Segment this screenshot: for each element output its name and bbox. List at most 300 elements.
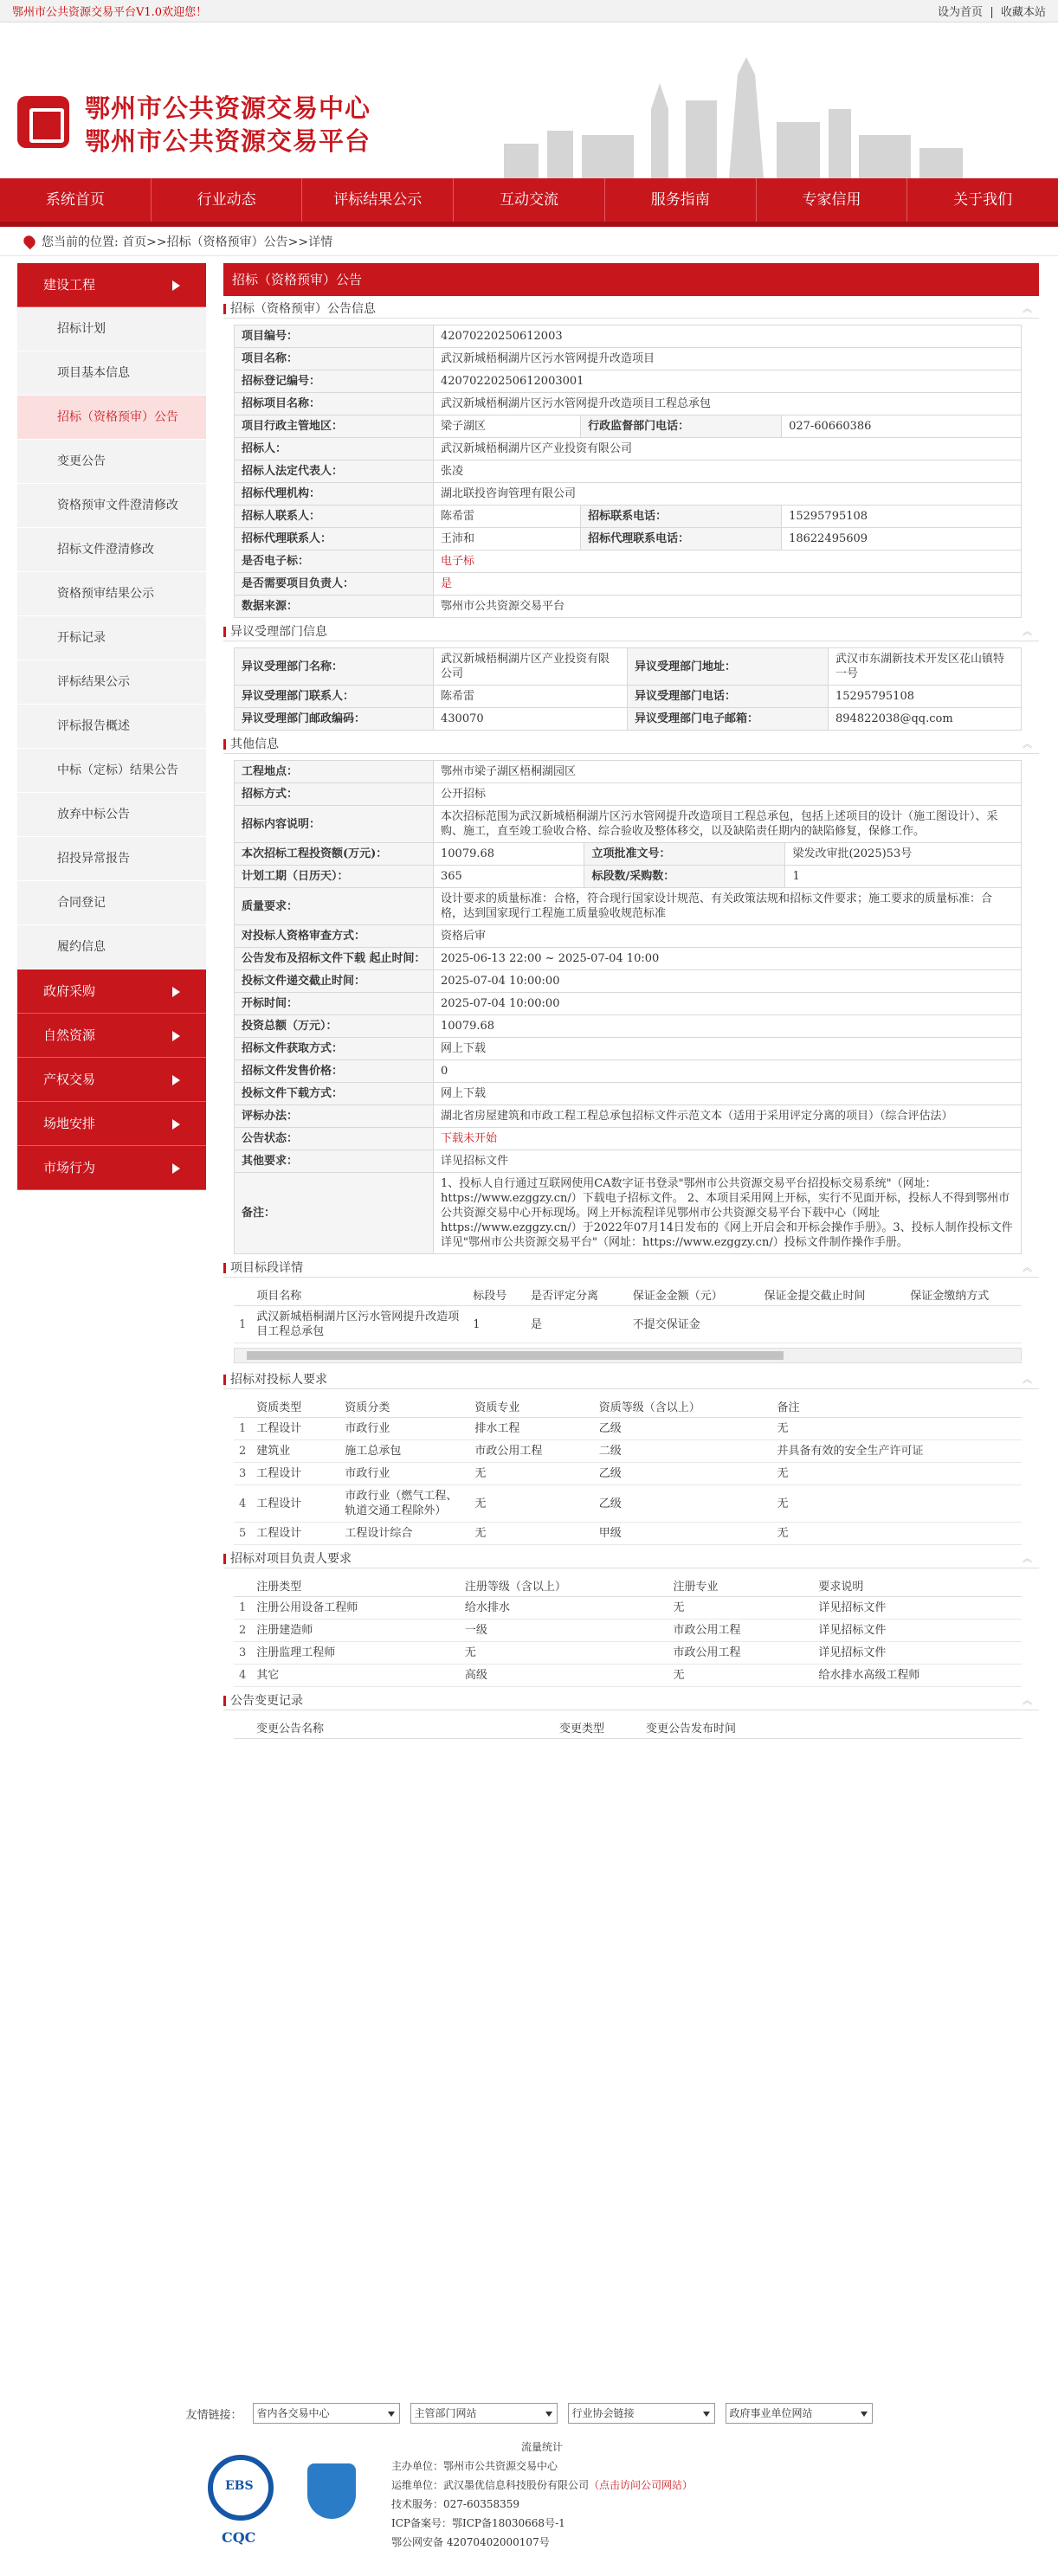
table-row xyxy=(235,393,1022,415)
cell: 注册公用设备工程师 xyxy=(251,1597,460,1620)
cqc-text: CQC xyxy=(222,2529,256,2546)
col-index xyxy=(234,1716,251,1739)
label: 项目行政主管地区： xyxy=(235,415,434,438)
col-header: 要求说明 xyxy=(813,1575,1022,1597)
table-row xyxy=(235,438,1022,460)
table-row xyxy=(235,843,1022,866)
value: 1、投标人自行通过互联网使用CA数字证书登录"鄂州市公共资源交易平台招投标交易系统"（网址：https://www.ezggzy.cn/）下载电子招标文件。 2、本项目采用网上开标，实行不见面开标，投标人不得到鄂州市公共资源交易中心开标现场。网上开标流程详见鄂州市公共资源交易平台下载中心（网址https://www.ezggzy.cn/）于2022年07月14日发布的《网上开启会和开标会操作手册》。3、投标人制作投标文件详见"鄂州市公共资源交易平台"（网址：https://www.ezggzy.cn/）投标文件制作操作手册。 xyxy=(434,1173,1022,1254)
table-row xyxy=(235,551,1022,573)
value: 设计要求的质量标准：合格，符合现行国家设计规范、有关政策法规和招标文件要求；施工要求的质量标准：合格，达到国家现行工程施工质量验收规范标准 xyxy=(434,888,1022,925)
table-row xyxy=(235,415,1022,438)
value: 湖北联投咨询管理有限公司 xyxy=(434,483,1022,506)
table-row xyxy=(235,1150,1022,1173)
bidder-requirements-table xyxy=(234,1395,1022,1545)
value: 365 xyxy=(434,866,584,888)
sidebar-item-anomaly-report[interactable]: 招投异常报告 xyxy=(17,837,206,881)
nav-expert-credit[interactable]: 专家信用 xyxy=(757,178,908,222)
select-gov-units[interactable]: 政府事业单位网站 xyxy=(726,2403,873,2424)
table-header xyxy=(234,1395,1022,1418)
cell: 无 xyxy=(668,1597,814,1620)
value: 10079.68 xyxy=(434,843,584,866)
value: 2025-07-04 10:00:00 xyxy=(434,970,1022,993)
value: 鄂州市梁子湖区梧桐湖园区 xyxy=(434,761,1022,783)
label: 备注： xyxy=(235,1173,434,1254)
cell: 无 xyxy=(771,1523,1022,1545)
label: 异议受理部门联系人： xyxy=(235,686,434,708)
footer-info xyxy=(391,2438,693,2552)
table-row xyxy=(235,483,1022,506)
cell: 注册建造师 xyxy=(251,1620,460,1642)
col-header: 资质专业 xyxy=(469,1395,593,1418)
label: 异议受理部门邮政编码： xyxy=(235,708,434,731)
table-row xyxy=(235,596,1022,618)
label: 投标文件下载方式： xyxy=(235,1083,434,1105)
site-name xyxy=(85,92,371,158)
col-header: 注册等级（含以上） xyxy=(460,1575,668,1597)
cell: 1 xyxy=(234,1597,251,1620)
section-objection-dept[interactable] xyxy=(223,622,1039,641)
sidebar xyxy=(17,263,206,2337)
table-row xyxy=(235,1060,1022,1083)
footer xyxy=(0,2386,1058,2576)
label: 立项批准文号： xyxy=(584,843,785,866)
sidebar-group-construction[interactable]: 建设工程 xyxy=(17,263,206,307)
cell: 3 xyxy=(234,1642,251,1665)
value: 鄂州市公共资源交易平台 xyxy=(434,596,1022,618)
nav-bid-results[interactable]: 评标结果公示 xyxy=(302,178,454,222)
table-row xyxy=(235,648,1022,686)
col-header: 备注 xyxy=(771,1395,1022,1418)
col-header: 变更公告名称 xyxy=(251,1716,554,1739)
label: 计划工期（日历天）： xyxy=(235,866,434,888)
sidebar-group-property[interactable]: 产权交易 xyxy=(17,1058,206,1102)
value: 4207022025061200​3 xyxy=(434,325,1022,348)
cell: 无 xyxy=(771,1463,1022,1485)
table-row xyxy=(235,460,1022,483)
sidebar-item-eval-report[interactable]: 评标报告概述 xyxy=(17,705,206,749)
select-trade-centers[interactable]: 省内各交易中心 xyxy=(253,2403,400,2424)
section-title: 其他信息 xyxy=(230,737,279,751)
table-row xyxy=(235,1173,1022,1254)
label: 招标内容说明： xyxy=(235,806,434,843)
value: 梁子湖区 xyxy=(434,415,581,438)
cell: 详见招标文件 xyxy=(813,1597,1022,1620)
table-row xyxy=(235,528,1022,551)
cell: 无 xyxy=(460,1642,668,1665)
col-header: 资质分类 xyxy=(339,1395,469,1418)
label: 招标文件发售价格： xyxy=(235,1060,434,1083)
label: 开标时间： xyxy=(235,993,434,1015)
sidebar-item-tender-notice[interactable]: 招标（资格预审）公告 xyxy=(17,396,206,440)
label: 招标代理联系人： xyxy=(235,528,434,551)
value: 详见招标文件 xyxy=(434,1150,1022,1173)
cell: 不提交保证金 xyxy=(628,1306,759,1343)
value: 本次招标范围为武汉新城梧桐湖片区污水管网提升改造项目工程总承包，包括上述项目的设计（施工图设计）、采购、施工，直至竣工验收合格、综合验收及整体移交，以及缺陷责任期内的缺陷修复，保修工作。 xyxy=(434,806,1022,843)
value: 陈希雷 xyxy=(434,686,628,708)
value: 15295795108 xyxy=(829,686,1022,708)
cell: 工程设计 xyxy=(251,1523,339,1545)
value: 是 xyxy=(434,573,1022,596)
site-name-platform: 鄂州市公共资源交易平台 xyxy=(85,126,371,156)
value: 武汉新城梧桐湖片区污水管网提升改造项目 xyxy=(434,348,1022,370)
table-row xyxy=(234,1418,1022,1440)
select-associations[interactable]: 行业协会链接 xyxy=(568,2403,715,2424)
value: 梁发改审批(2025)53号 xyxy=(785,843,1022,866)
cell: 3 xyxy=(234,1463,251,1485)
label: 数据来源： xyxy=(235,596,434,618)
top-bar xyxy=(0,0,1058,23)
table-row xyxy=(235,708,1022,731)
value: 15295795108 xyxy=(782,506,1022,528)
nav-about[interactable]: 关于我们 xyxy=(953,191,1013,209)
value: 陈希雷 xyxy=(434,506,581,528)
operator-line xyxy=(391,2476,693,2495)
sidebar-item-award-result[interactable]: 中标（定标）结果公告 xyxy=(17,749,206,793)
value: 王沛和 xyxy=(434,528,581,551)
label: 招标人法定代表人： xyxy=(235,460,434,483)
cell: 乙级 xyxy=(594,1485,772,1523)
gov-badge-icon[interactable] xyxy=(307,2463,356,2519)
nav-home[interactable]: 系统首页 xyxy=(0,178,152,222)
sidebar-group-venue[interactable]: 场地安排 xyxy=(17,1102,206,1146)
col-header: 变更类型 xyxy=(554,1716,641,1739)
operator-unit: 运维单位：武汉墨优信息科技股份有限公司 xyxy=(391,2479,590,2491)
cell: 其它 xyxy=(251,1665,460,1687)
lot-table xyxy=(234,1284,1022,1343)
cell xyxy=(758,1306,905,1343)
cell: 4 xyxy=(234,1485,251,1523)
table-row xyxy=(234,1463,1022,1485)
label: 本次招标工程投资额(万元)： xyxy=(235,843,434,866)
label: 行政监督部门电话： xyxy=(581,415,782,438)
table-row xyxy=(235,1105,1022,1128)
cell: 市政公用工程 xyxy=(668,1642,814,1665)
value: 2025-07-04 10:00:00 xyxy=(434,993,1022,1015)
value: 武汉新城梧桐湖片区产业投资有限公司 xyxy=(434,648,628,686)
table-row xyxy=(234,1523,1022,1545)
collapse-icon[interactable]: ︽ xyxy=(1023,626,1032,637)
col-header: 保证金提交截止时间 xyxy=(758,1284,905,1306)
main-nav xyxy=(0,178,1058,227)
table-row xyxy=(235,348,1022,370)
cell: 是 xyxy=(526,1306,628,1343)
label: 项目编号： xyxy=(235,325,434,348)
sidebar-item-plan[interactable]: 招标计划 xyxy=(17,307,206,351)
traffic-stats[interactable]: 流量统计 xyxy=(521,2441,564,2453)
collapse-icon[interactable]: ︽ xyxy=(1023,1374,1032,1385)
cell: 市政公用工程 xyxy=(668,1620,814,1642)
collapse-icon[interactable]: ︽ xyxy=(1023,1553,1032,1564)
sidebar-item-performance[interactable]: 履约信息 xyxy=(17,925,206,969)
objection-dept-table xyxy=(234,647,1022,731)
cell: 市政行业 xyxy=(339,1418,469,1440)
skyline-illustration xyxy=(487,48,971,178)
value: 下载未开始 xyxy=(434,1128,1022,1150)
cell: 无 xyxy=(469,1485,593,1523)
label: 招标代理机构： xyxy=(235,483,434,506)
logo-icon[interactable] xyxy=(17,96,69,148)
value: 网上下载 xyxy=(434,1083,1022,1105)
friend-links xyxy=(0,2403,1058,2424)
cell: 详见招标文件 xyxy=(813,1620,1022,1642)
label: 招标方式： xyxy=(235,783,434,806)
cell: 高级 xyxy=(460,1665,668,1687)
cell: 无 xyxy=(469,1523,593,1545)
label: 招标人： xyxy=(235,438,434,460)
table-header xyxy=(234,1716,1022,1739)
table-row xyxy=(235,761,1022,783)
table-row xyxy=(235,806,1022,843)
cell: 无 xyxy=(668,1665,814,1687)
cell: 5 xyxy=(234,1523,251,1545)
section-title: 项目标段详情 xyxy=(230,1261,303,1275)
value: 430070 xyxy=(434,708,628,731)
ebs-logo xyxy=(208,2455,274,2521)
horizontal-scrollbar[interactable] xyxy=(234,1348,1022,1363)
sidebar-item-prequal-clarify[interactable]: 资格预审文件澄清修改 xyxy=(17,484,206,528)
label: 项目名称： xyxy=(235,348,434,370)
sidebar-item-project-info[interactable]: 项目基本信息 xyxy=(17,351,206,396)
notice-info-table xyxy=(234,325,1022,618)
col-index xyxy=(234,1395,251,1418)
table-row xyxy=(234,1597,1022,1620)
label: 是否电子标： xyxy=(235,551,434,573)
label: 是否需要项目负责人： xyxy=(235,573,434,596)
cell: 1 xyxy=(234,1306,251,1343)
col-header: 项目名称 xyxy=(251,1284,468,1306)
value: 资格后审 xyxy=(434,925,1022,948)
cell: 无 xyxy=(771,1485,1022,1523)
col-header: 变更公告发布时间 xyxy=(641,1716,1022,1739)
table-row xyxy=(235,573,1022,596)
cell: 乙级 xyxy=(594,1463,772,1485)
value: 420702202506120030​01 xyxy=(434,370,1022,393)
col-header: 保证金金额（元） xyxy=(628,1284,759,1306)
table-header xyxy=(234,1575,1022,1597)
col-index xyxy=(234,1575,251,1597)
label: 评标办法： xyxy=(235,1105,434,1128)
label: 异议受理部门电子邮箱： xyxy=(628,708,829,731)
label: 招标联系电话： xyxy=(581,506,782,528)
favorite-link[interactable]: 收藏本站 xyxy=(1000,6,1046,19)
select-authorities[interactable]: 主管部门网站 xyxy=(410,2403,558,2424)
label: 异议受理部门名称： xyxy=(235,648,434,686)
section-title: 招标对投标人要求 xyxy=(230,1373,327,1387)
section-other-info[interactable] xyxy=(223,735,1039,754)
operator-link[interactable]: （点击访问公司网站） xyxy=(589,2479,694,2491)
cell: 市政行业 xyxy=(339,1463,469,1485)
label: 标段数/采购数： xyxy=(584,866,785,888)
table-row xyxy=(235,1128,1022,1150)
section-manager-requirements[interactable] xyxy=(223,1549,1039,1568)
cell: 1 xyxy=(468,1306,526,1343)
table-row xyxy=(235,370,1022,393)
table-row xyxy=(235,888,1022,925)
col-header: 注册类型 xyxy=(251,1575,460,1597)
collapse-icon[interactable]: ︽ xyxy=(1023,1262,1032,1273)
section-bidder-requirements[interactable] xyxy=(223,1370,1039,1389)
cell: 详见招标文件 xyxy=(813,1642,1022,1665)
collapse-icon[interactable]: ︽ xyxy=(1023,1695,1032,1706)
cell: 给水排水高级工程师 xyxy=(813,1665,1022,1687)
cell: 二级 xyxy=(594,1440,772,1463)
section-title: 招标（资格预审）公告信息 xyxy=(230,302,376,316)
value: 0 xyxy=(434,1060,1022,1083)
value: 10079.68 xyxy=(434,1015,1022,1038)
value: 18622495609 xyxy=(782,528,1022,551)
welcome-text: 鄂州市公共资源交易平台V1.0欢迎您！ xyxy=(12,6,208,19)
sidebar-item-opening-record[interactable]: 开标记录 xyxy=(17,616,206,660)
section-title: 公告变更记录 xyxy=(230,1694,303,1708)
cell: 4 xyxy=(234,1665,251,1687)
table-row xyxy=(234,1485,1022,1523)
cell xyxy=(905,1306,1022,1343)
table-row xyxy=(235,783,1022,806)
label: 工程地点： xyxy=(235,761,434,783)
police-record[interactable]: 鄂公网安备 42070402000107号 xyxy=(391,2536,550,2548)
cell: 工程设计 xyxy=(251,1463,339,1485)
label: 异议受理部门电话： xyxy=(628,686,829,708)
header xyxy=(0,23,1058,178)
breadcrumb xyxy=(0,227,1058,256)
value: 张凌 xyxy=(434,460,1022,483)
scrollbar-thumb[interactable] xyxy=(247,1351,784,1360)
label: 招标文件获取方式： xyxy=(235,1038,434,1060)
col-header: 注册专业 xyxy=(668,1575,814,1597)
label: 招标项目名称： xyxy=(235,393,434,415)
ebs-text: EBS xyxy=(225,2479,254,2493)
nav-service-guide[interactable]: 服务指南 xyxy=(605,178,757,222)
cell: 无 xyxy=(469,1463,593,1485)
sidebar-group-market[interactable]: 市场行为 xyxy=(17,1146,206,1190)
cell: 武汉新城梧桐湖片区污水管网提升改造项目工程总承包 xyxy=(251,1306,468,1343)
cell: 一级 xyxy=(460,1620,668,1642)
label: 质量要求： xyxy=(235,888,434,925)
cell: 并具备有效的安全生产许可证 xyxy=(771,1440,1022,1463)
section-change-records[interactable] xyxy=(223,1691,1039,1710)
col-header: 资质类型 xyxy=(251,1395,339,1418)
sidebar-item-abandon-award[interactable]: 放弃中标公告 xyxy=(17,793,206,837)
label: 招标代理联系电话： xyxy=(581,528,782,551)
label: 投标文件递交截止时间： xyxy=(235,970,434,993)
content xyxy=(223,263,1039,2337)
breadcrumb-text[interactable]: 您当前的位置: 首页>>招标（资格预审）公告>>详情 xyxy=(42,235,333,249)
table-row xyxy=(235,970,1022,993)
section-notice-info[interactable] xyxy=(223,299,1039,319)
value: 武汉新城梧桐湖片区污水管网提升改造项目工程总承包 xyxy=(434,393,1022,415)
table-header xyxy=(234,1284,1022,1306)
sidebar-group-procurement[interactable]: 政府采购 xyxy=(17,969,206,1014)
cell: 甲级 xyxy=(594,1523,772,1545)
icp-number[interactable]: ICP备案号：鄂ICP备18030668号-1 xyxy=(391,2517,565,2529)
sidebar-item-prequal-result[interactable]: 资格预审结果公示 xyxy=(17,572,206,616)
table-row xyxy=(235,1015,1022,1038)
manager-requirements-table xyxy=(234,1575,1022,1687)
value: 公开招标 xyxy=(434,783,1022,806)
table-row xyxy=(234,1620,1022,1642)
table-row xyxy=(235,866,1022,888)
collapse-icon[interactable]: ︽ xyxy=(1023,738,1032,750)
label: 招标人联系人： xyxy=(235,506,434,528)
table-row xyxy=(234,1306,1022,1343)
location-pin-icon xyxy=(22,233,37,248)
cell: 建筑业 xyxy=(251,1440,339,1463)
table-row xyxy=(234,1642,1022,1665)
cell: 工程设计 xyxy=(251,1485,339,1523)
value: 894822038@qq.com xyxy=(829,708,1022,731)
table-row xyxy=(234,1440,1022,1463)
friend-label: 友情链接： xyxy=(185,2408,242,2422)
table-row xyxy=(234,1665,1022,1687)
value: 湖北省房屋建筑和市政工程工程总承包招标文件示范文本（适用于采用评定分离的项目）（综合评估法） xyxy=(434,1105,1022,1128)
cell: 市政行业（燃气工程、轨道交通工程除外） xyxy=(339,1485,469,1523)
section-title: 招标对项目负责人要求 xyxy=(230,1552,352,1566)
table-row xyxy=(235,1038,1022,1060)
table-row xyxy=(235,993,1022,1015)
table-row xyxy=(235,686,1022,708)
host-unit: 主办单位：鄂州市公共资源交易中心 xyxy=(391,2460,558,2472)
sidebar-group-natural-resources[interactable]: 自然资源 xyxy=(17,1014,206,1058)
change-records-table xyxy=(234,1716,1022,1739)
content-title: 招标（资格预审）公告 xyxy=(223,263,1039,296)
value: 网上下载 xyxy=(434,1038,1022,1060)
value: 电子标 xyxy=(434,551,1022,573)
tech-support: 技术服务：027-60358359 xyxy=(391,2498,520,2510)
col-index xyxy=(234,1284,251,1306)
cell: 2 xyxy=(234,1620,251,1642)
sidebar-item-doc-clarify[interactable]: 招标文件澄清修改 xyxy=(17,528,206,572)
label: 公告状态： xyxy=(235,1128,434,1150)
table-row xyxy=(235,925,1022,948)
value: 2025-06-13 22:00 ~ 2025-07-04 10:00 xyxy=(434,948,1022,970)
collapse-icon[interactable]: ︽ xyxy=(1023,303,1032,314)
top-links: 设为首页 | 收藏本站 xyxy=(938,6,1046,19)
label: 异议受理部门地址： xyxy=(628,648,829,686)
cell: 施工总承包 xyxy=(339,1440,469,1463)
sidebar-item-change-notice[interactable]: 变更公告 xyxy=(17,440,206,484)
label: 公告发布及招标文件下载 起止时间： xyxy=(235,948,434,970)
label: 对投标人资格审查方式： xyxy=(235,925,434,948)
section-title: 异议受理部门信息 xyxy=(230,625,327,639)
table-row xyxy=(235,506,1022,528)
cell: 给水排水 xyxy=(460,1597,668,1620)
set-home-link[interactable]: 设为首页 xyxy=(938,6,984,19)
table-row xyxy=(235,325,1022,348)
col-header: 标段号 xyxy=(468,1284,526,1306)
sidebar-item-eval-result[interactable]: 评标结果公示 xyxy=(17,660,206,705)
nav-industry-news[interactable]: 行业动态 xyxy=(152,178,303,222)
nav-interaction[interactable]: 互动交流 xyxy=(454,178,605,222)
label: 招标登记编号： xyxy=(235,370,434,393)
cell: 1 xyxy=(234,1418,251,1440)
cell: 乙级 xyxy=(594,1418,772,1440)
cell: 市政公用工程 xyxy=(469,1440,593,1463)
value: 武汉新城梧桐湖片区产业投资有限公司 xyxy=(434,438,1022,460)
main-area xyxy=(0,256,1058,2386)
cell: 2 xyxy=(234,1440,251,1463)
cell: 工程设计 xyxy=(251,1418,339,1440)
site-name-center: 鄂州市公共资源交易中心 xyxy=(85,93,371,123)
table-row xyxy=(235,1083,1022,1105)
cell: 工程设计综合 xyxy=(339,1523,469,1545)
cell: 排水工程 xyxy=(469,1418,593,1440)
section-lot-details[interactable] xyxy=(223,1259,1039,1278)
sidebar-item-contract[interactable]: 合同登记 xyxy=(17,881,206,925)
col-header: 是否评定分离 xyxy=(526,1284,628,1306)
cell: 注册监理工程师 xyxy=(251,1642,460,1665)
col-header: 保证金缴纳方式 xyxy=(905,1284,1022,1306)
col-header: 资质等级（含以上） xyxy=(594,1395,772,1418)
